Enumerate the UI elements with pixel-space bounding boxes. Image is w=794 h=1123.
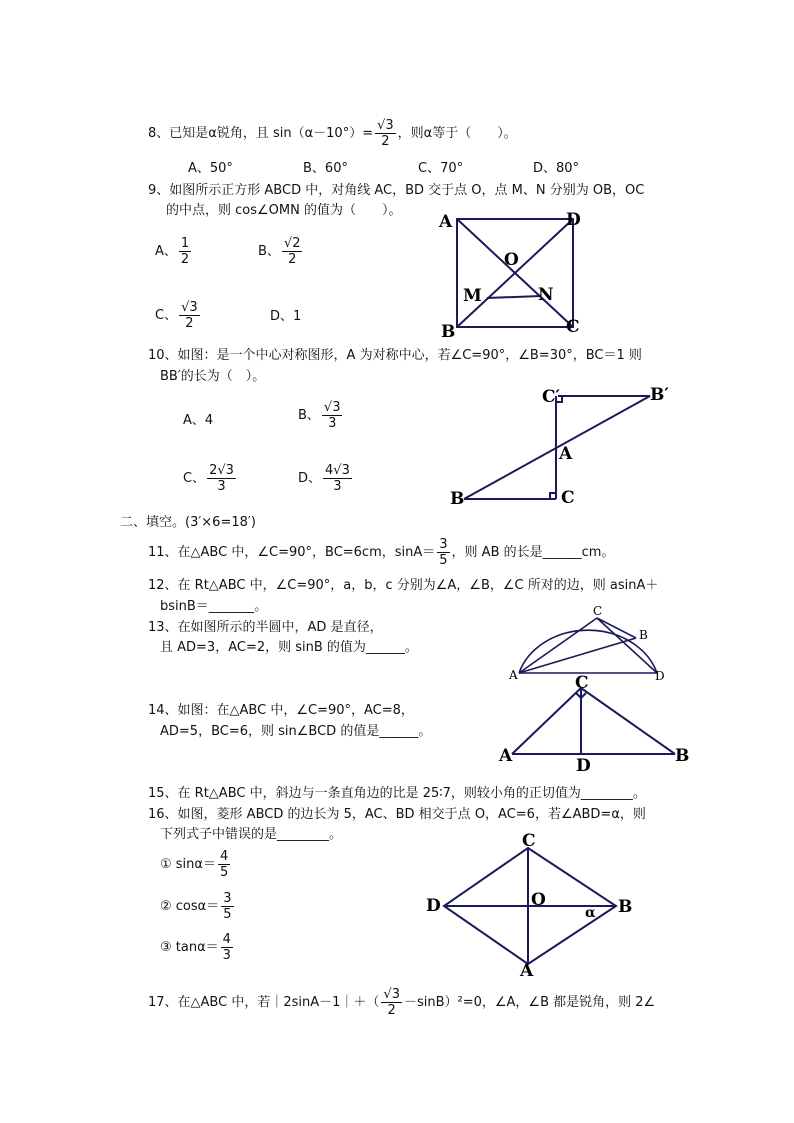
q8-fraction	[375, 118, 396, 149]
q10-option-b	[298, 400, 344, 431]
q16-label-o: O	[531, 890, 546, 910]
q12-line1: 12、在 Rt△ABC 中，∠C=90°，a，b，c 分别为∠A，∠B，∠C 所对的边，则 asinA＋	[148, 578, 659, 593]
q10-label-cprime: C′	[542, 387, 561, 407]
q11-frac-den: 5	[439, 553, 448, 568]
q10-line2: BB′的长为（ ）。	[160, 369, 266, 384]
q16-3-num: 4	[222, 932, 231, 947]
q11-stem-b: ，则 AB 的长是______cm。	[451, 545, 615, 560]
q9-label-c: C	[566, 317, 580, 337]
q16-2-den: 5	[223, 907, 232, 922]
q10-d-num: 4√3	[325, 463, 350, 478]
q13-label-b: B	[639, 628, 648, 642]
q17-frac-den: 2	[387, 1003, 396, 1018]
q9-line1: 9、如图所示正方形 ABCD 中，对角线 AC，BD 交于点 O，点 M、N 分别为 OB，OC	[148, 183, 645, 198]
q14-triangle-figure	[495, 672, 695, 776]
q9-label-a: A	[439, 212, 453, 232]
q9-segment-mn	[487, 296, 541, 298]
q9-a-num: 1	[180, 236, 190, 251]
q10-symmetric-figure	[440, 382, 680, 510]
q13-chord-cd	[597, 618, 657, 673]
q9-option-b-frac	[282, 236, 303, 267]
q16-label-d: D	[426, 896, 441, 916]
q16-line2: 下列式子中错误的是________。	[160, 827, 343, 842]
q10-b-den: 3	[328, 416, 337, 431]
q10-option-b-frac	[322, 400, 343, 431]
q13-line1: 13、在如图所示的半圆中，AD 是直径，	[148, 620, 383, 635]
q14-label-a: A	[499, 746, 513, 766]
q9-option-b-label: B、	[258, 244, 280, 259]
q14-side-ac	[512, 688, 581, 754]
q9-b-num: √2	[283, 236, 301, 251]
q16-option-3	[160, 932, 235, 963]
q9-option-a-frac	[179, 236, 191, 267]
q8-option-a: A、50°	[188, 161, 233, 176]
q17-stem-b: －sinB）²=0，∠A，∠B 都是锐角，则 2∠	[403, 995, 656, 1010]
q14-side-cb	[581, 688, 675, 754]
q17-fraction	[381, 987, 402, 1018]
q9-option-a	[155, 236, 193, 267]
q9-option-c-label: C、	[155, 308, 178, 323]
q10-label-c: C	[561, 488, 575, 508]
q13-label-c: C	[593, 604, 603, 618]
q10-option-c-label: C、	[183, 471, 206, 486]
q11-stem-a: 11、在△ABC 中，∠C=90°，BC=6cm，sinA＝	[148, 545, 436, 560]
q8-stem-b: ，则α等于（ ）。	[397, 126, 517, 141]
q10-b-num: √3	[323, 400, 341, 415]
q9-line2: 的中点，则 cos∠OMN 的值为（ ）。	[166, 203, 402, 218]
q16-3-den: 3	[222, 948, 231, 963]
q10-option-b-label: B、	[298, 408, 320, 423]
q9-a-den: 2	[180, 252, 190, 267]
q9-c-den: 2	[185, 316, 194, 331]
q16-label-alpha: α	[585, 905, 596, 921]
q16-line1: 16、如图，菱形 ABCD 的边长为 5，AC、BD 相交于点 O，AC=6，若∠ABD=α，则	[148, 807, 646, 822]
q13-chord-ab	[519, 638, 636, 673]
q16-1-den: 5	[219, 865, 229, 880]
q13-label-d: D	[655, 669, 665, 683]
q8-option-d: D、80°	[533, 161, 580, 176]
q16-option-1-frac	[218, 849, 230, 880]
q16-1-num: 4	[219, 849, 229, 864]
q16-rhombus-figure	[420, 828, 650, 980]
q9-c-num: √3	[181, 300, 198, 315]
section2-title: 二、填空。(3′×6=18′)	[120, 515, 256, 530]
q16-option-1-label: ① sinα＝	[160, 857, 216, 872]
q16-option-1	[160, 849, 232, 880]
q10-option-a: A、4	[183, 413, 214, 428]
q16-option-2-label: ② cosα＝	[160, 899, 220, 914]
q17-frac-num: √3	[383, 987, 400, 1002]
q14-line2: AD=5，BC=6，则 sin∠BCD 的值是______。	[160, 724, 432, 739]
q9-b-den: 2	[288, 252, 297, 267]
q10-c-den: 3	[217, 479, 226, 494]
q16-option-3-frac	[221, 932, 233, 963]
q10-option-d-label: D、	[298, 471, 322, 486]
q14-line1: 14、如图：在△ABC 中，∠C=90°，AC=8，	[148, 703, 414, 718]
q10-c-num: 2√3	[209, 463, 234, 478]
q13-label-a: A	[509, 668, 518, 682]
q11-stem	[148, 537, 614, 568]
q17-stem-a: 17、在△ABC 中，若｜2sinA－1｜＋（	[148, 995, 380, 1010]
q8-frac-den: 2	[381, 134, 390, 149]
q9-option-c	[155, 300, 202, 331]
q15-line1: 15、在 Rt△ABC 中，斜边与一条直角边的比是 25∶7，则较小角的正切值为________。	[148, 786, 646, 801]
q9-label-o: O	[504, 250, 519, 270]
q9-option-a-label: A、	[155, 244, 177, 259]
q8-frac-num: √3	[377, 118, 394, 133]
q9-square-figure	[435, 205, 595, 340]
q10-label-b: B	[450, 489, 465, 509]
q10-option-d	[298, 463, 354, 494]
q10-option-d-frac	[323, 463, 352, 494]
q8-stem-a: 8、已知是α锐角，且 sin（α－10°）=	[148, 126, 374, 141]
q9-label-b: B	[441, 322, 456, 340]
q10-label-a: A	[559, 444, 573, 464]
q16-label-c: C	[522, 831, 536, 851]
q11-frac-num: 3	[439, 537, 448, 552]
q10-label-bprime: B′	[650, 385, 669, 405]
q16-option-2	[160, 891, 236, 922]
q10-option-c	[183, 463, 238, 494]
q14-label-d: D	[576, 756, 591, 776]
q16-option-3-label: ③ tanα＝	[160, 940, 219, 955]
q9-label-d: D	[566, 210, 581, 230]
q14-label-b: B	[675, 746, 690, 766]
q11-fraction	[437, 537, 449, 568]
q9-option-c-frac	[179, 300, 200, 331]
q16-label-a: A	[520, 961, 534, 980]
q17-stem	[148, 987, 655, 1018]
q8-stem	[148, 118, 517, 149]
q9-label-n: N	[538, 285, 554, 305]
q13-chord-ac	[519, 618, 597, 673]
q12-line2: bsinB＝_______。	[160, 599, 268, 614]
q9-option-d: D、1	[270, 309, 302, 324]
q8-option-c: C、70°	[418, 161, 464, 176]
q9-option-b	[258, 236, 304, 267]
q10-line1: 10、如图：是一个中心对称图形，A 为对称中心，若∠C=90°，∠B=30°，BC＝1 则	[148, 348, 642, 363]
q16-option-2-frac	[221, 891, 233, 922]
q10-d-den: 3	[333, 479, 342, 494]
q8-option-b: B、60°	[303, 161, 348, 176]
q10-option-c-frac	[207, 463, 236, 494]
q13-line2: 且 AD=3，AC=2，则 sinB 的值为______。	[160, 640, 418, 655]
q16-label-b: B	[618, 897, 633, 917]
q16-2-num: 3	[223, 891, 232, 906]
q9-label-m: M	[463, 286, 482, 306]
q14-label-c: C	[575, 673, 589, 693]
